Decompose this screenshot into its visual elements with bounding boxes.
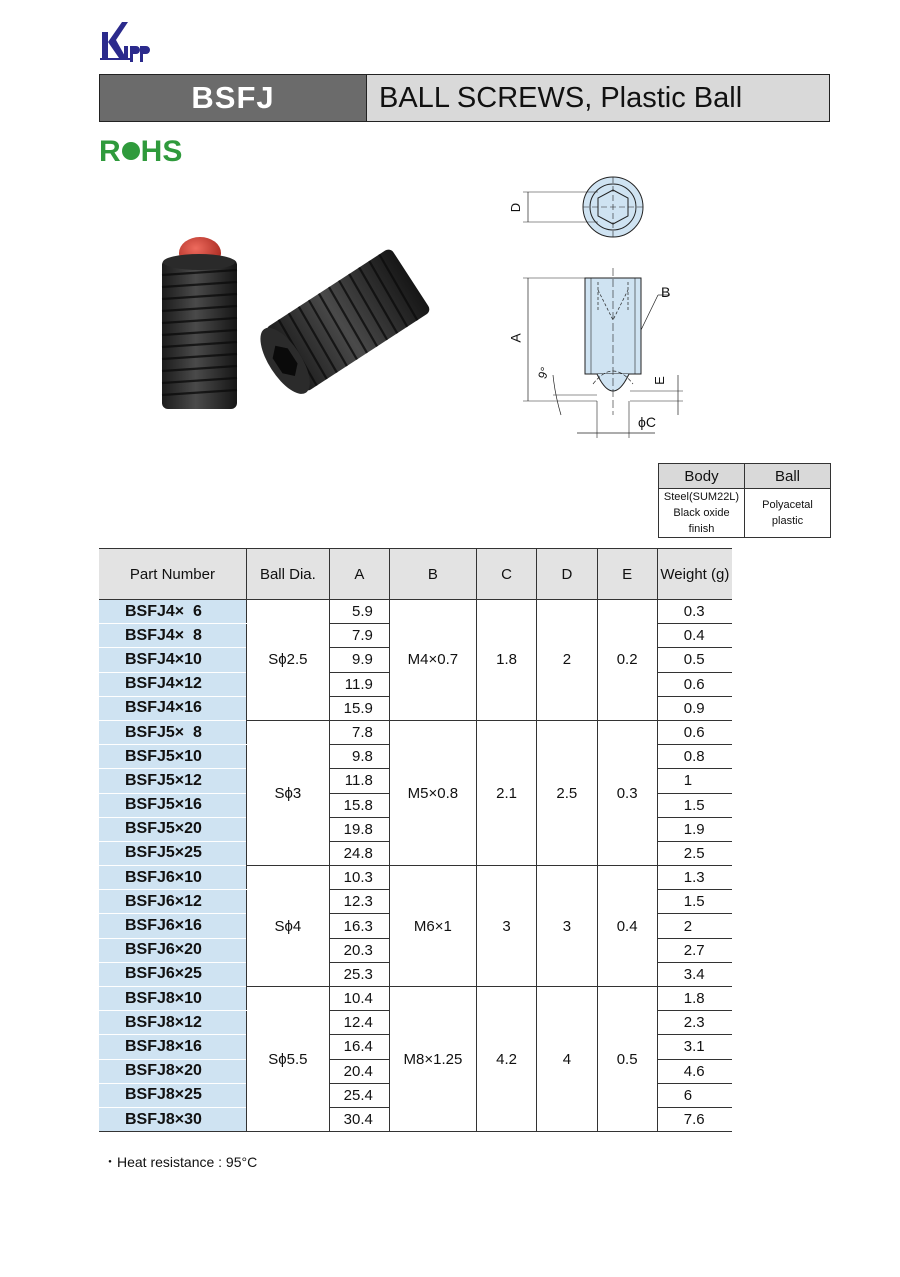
part-number-cell: BSFJ8×25 xyxy=(99,1083,246,1107)
c-value-cell: 1.8 xyxy=(476,600,536,721)
table-row xyxy=(99,866,732,890)
weight-cell: 0.9 xyxy=(657,696,732,720)
c-value-cell: 2.1 xyxy=(476,720,536,865)
a-value-cell: 15.9 xyxy=(329,696,389,720)
weight-cell: 1.9 xyxy=(657,817,732,841)
a-value-cell: 9.8 xyxy=(329,745,389,769)
a-value-cell: 10.4 xyxy=(329,987,389,1011)
a-value-cell: 16.4 xyxy=(329,1035,389,1059)
part-number-cell: BSFJ4×12 xyxy=(99,672,246,696)
weight-cell: 2.7 xyxy=(657,938,732,962)
c-value-cell: 4.2 xyxy=(476,987,536,1132)
table-row xyxy=(99,600,732,624)
material-header-ball: Ball xyxy=(745,464,831,489)
ball-dia-cell: Sϕ5.5 xyxy=(246,987,329,1132)
part-number-cell: BSFJ4× 6 xyxy=(99,600,246,624)
b-value-cell: M6×1 xyxy=(389,866,476,987)
ball-dia-cell: Sϕ2.5 xyxy=(246,600,329,721)
e-value-cell: 0.3 xyxy=(597,720,657,865)
weight-cell: 1.5 xyxy=(657,793,732,817)
a-value-cell: 11.9 xyxy=(329,672,389,696)
weight-cell: 0.8 xyxy=(657,745,732,769)
dim-c-label: ϕC xyxy=(638,414,656,430)
spec-table-body xyxy=(99,600,732,1132)
part-number-cell: BSFJ6×12 xyxy=(99,890,246,914)
part-number-cell: BSFJ4× 8 xyxy=(99,624,246,648)
d-value-cell: 3 xyxy=(537,866,597,987)
part-number-cell: BSFJ5×25 xyxy=(99,841,246,865)
heat-resistance-note: ・Heat resistance : 95°C xyxy=(103,1154,258,1170)
dim-b-label: B xyxy=(661,284,671,300)
a-value-cell: 5.9 xyxy=(329,600,389,624)
part-number-cell: BSFJ5×10 xyxy=(99,745,246,769)
b-value-cell: M5×0.8 xyxy=(389,720,476,865)
product-photo xyxy=(150,225,430,425)
part-number-cell: BSFJ4×16 xyxy=(99,696,246,720)
material-table xyxy=(658,463,831,538)
rohs-dot-icon xyxy=(122,142,140,160)
weight-cell: 2.5 xyxy=(657,841,732,865)
d-value-cell: 4 xyxy=(537,987,597,1132)
table-row xyxy=(99,720,732,744)
a-value-cell: 7.8 xyxy=(329,720,389,744)
a-value-cell: 20.3 xyxy=(329,938,389,962)
a-value-cell: 11.8 xyxy=(329,769,389,793)
weight-cell: 0.3 xyxy=(657,600,732,624)
weight-cell: 1.5 xyxy=(657,890,732,914)
technical-drawing xyxy=(505,170,695,445)
weight-cell: 1 xyxy=(657,769,732,793)
d-value-cell: 2.5 xyxy=(537,720,597,865)
material-header-body: Body xyxy=(659,464,745,489)
part-number-cell: BSFJ8×12 xyxy=(99,1011,246,1035)
part-number-cell: BSFJ5×20 xyxy=(99,817,246,841)
dim-e-label: E xyxy=(651,376,667,385)
part-number-cell: BSFJ4×10 xyxy=(99,648,246,672)
a-value-cell: 10.3 xyxy=(329,866,389,890)
col-d: D xyxy=(537,549,597,600)
weight-cell: 2.3 xyxy=(657,1011,732,1035)
a-value-cell: 9.9 xyxy=(329,648,389,672)
e-value-cell: 0.5 xyxy=(597,987,657,1132)
dim-a-label: A xyxy=(507,333,524,343)
angle-label: 9° xyxy=(535,365,553,381)
part-number-cell: BSFJ8×20 xyxy=(99,1059,246,1083)
col-b: B xyxy=(389,549,476,600)
weight-cell: 3.1 xyxy=(657,1035,732,1059)
kipp-logo xyxy=(100,18,154,66)
part-number-cell: BSFJ6×16 xyxy=(99,914,246,938)
a-value-cell: 7.9 xyxy=(329,624,389,648)
a-value-cell: 16.3 xyxy=(329,914,389,938)
col-weight: Weight (g) xyxy=(657,549,732,600)
part-number-cell: BSFJ8×30 xyxy=(99,1107,246,1131)
a-value-cell: 25.3 xyxy=(329,962,389,986)
a-value-cell: 30.4 xyxy=(329,1107,389,1131)
product-code: BSFJ xyxy=(99,74,367,122)
weight-cell: 0.6 xyxy=(657,672,732,696)
weight-cell: 7.6 xyxy=(657,1107,732,1131)
col-part-number: Part Number xyxy=(99,549,246,600)
part-number-cell: BSFJ6×25 xyxy=(99,962,246,986)
weight-cell: 6 xyxy=(657,1083,732,1107)
part-number-cell: BSFJ6×10 xyxy=(99,866,246,890)
a-value-cell: 19.8 xyxy=(329,817,389,841)
rohs-right: HS xyxy=(140,135,183,168)
b-value-cell: M4×0.7 xyxy=(389,600,476,721)
a-value-cell: 12.4 xyxy=(329,1011,389,1035)
material-body-cell xyxy=(659,489,745,538)
weight-cell: 0.6 xyxy=(657,720,732,744)
ball-dia-cell: Sϕ3 xyxy=(246,720,329,865)
e-value-cell: 0.2 xyxy=(597,600,657,721)
weight-cell: 1.3 xyxy=(657,866,732,890)
table-row xyxy=(99,987,732,1011)
col-c: C xyxy=(476,549,536,600)
ball-dia-cell: Sϕ4 xyxy=(246,866,329,987)
weight-cell: 0.4 xyxy=(657,624,732,648)
a-value-cell: 12.3 xyxy=(329,890,389,914)
part-number-cell: BSFJ6×20 xyxy=(99,938,246,962)
weight-cell: 3.4 xyxy=(657,962,732,986)
b-value-cell: M8×1.25 xyxy=(389,987,476,1132)
part-number-cell: BSFJ5× 8 xyxy=(99,720,246,744)
product-title: BALL SCREWS, Plastic Ball xyxy=(366,74,830,122)
col-e: E xyxy=(597,549,657,600)
col-ball-dia: Ball Dia. xyxy=(246,549,329,600)
rohs-left: R xyxy=(99,135,121,168)
a-value-cell: 20.4 xyxy=(329,1059,389,1083)
part-number-cell: BSFJ8×16 xyxy=(99,1035,246,1059)
weight-cell: 4.6 xyxy=(657,1059,732,1083)
dim-d-label: D xyxy=(508,202,524,213)
weight-cell: 2 xyxy=(657,914,732,938)
d-value-cell: 2 xyxy=(537,600,597,721)
part-number-cell: BSFJ5×12 xyxy=(99,769,246,793)
a-value-cell: 24.8 xyxy=(329,841,389,865)
material-body-line1: Steel(SUM22L) xyxy=(663,491,740,503)
spec-table xyxy=(99,548,732,1132)
weight-cell: 0.5 xyxy=(657,648,732,672)
spec-table-header xyxy=(99,549,732,600)
weight-cell: 1.8 xyxy=(657,987,732,1011)
part-number-cell: BSFJ8×10 xyxy=(99,987,246,1011)
rohs-mark xyxy=(99,135,182,169)
part-number-cell: BSFJ5×16 xyxy=(99,793,246,817)
a-value-cell: 25.4 xyxy=(329,1083,389,1107)
col-a: A xyxy=(329,549,389,600)
c-value-cell: 3 xyxy=(476,866,536,987)
e-value-cell: 0.4 xyxy=(597,866,657,987)
material-ball-cell: Polyacetal plastic xyxy=(745,489,831,538)
material-body-line2: Black oxide finish xyxy=(673,507,730,535)
a-value-cell: 15.8 xyxy=(329,793,389,817)
